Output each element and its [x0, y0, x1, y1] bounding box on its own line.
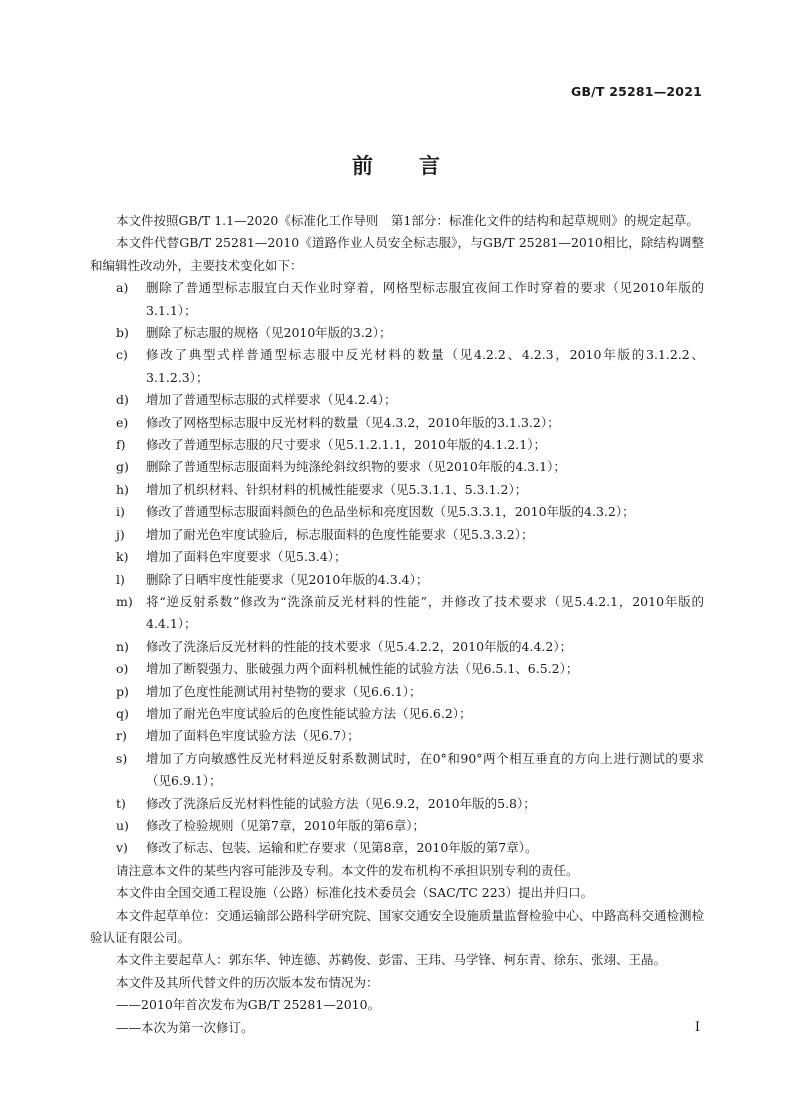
list-marker: a) — [116, 280, 129, 296]
list-item-text: 增加了普通型标志服的式样要求（见4.2.4）； — [146, 392, 397, 408]
list-marker: f) — [116, 437, 126, 453]
list-marker: o) — [116, 661, 129, 677]
list-item — [90, 344, 704, 389]
list-item — [90, 434, 704, 456]
list-marker: j) — [116, 526, 125, 542]
list-marker: v) — [116, 840, 128, 856]
list-item-text: 修改了典型式样普通型标志服中反光材料的数量（见4.2.2、4.2.3，2010年版的3.1.2.2、3.1.2.3）； — [146, 347, 704, 385]
list-item — [90, 389, 704, 411]
list-item-text: 修改了网格型标志服中反光材料的数量（见4.3.2，2010年版的3.1.3.2）； — [146, 414, 560, 430]
list-item — [90, 277, 704, 322]
page-number: I — [694, 1020, 700, 1035]
list-item — [90, 569, 704, 591]
list-item — [90, 681, 704, 703]
list-marker: d) — [116, 392, 129, 408]
list-item — [90, 703, 704, 725]
list-item-text: 删除了普通型标志服宜白天作业时穿着，网格型标志服宜夜间工作时穿着的要求（见2010年版的3.1.1）； — [146, 280, 704, 318]
list-item — [90, 658, 704, 680]
committee-paragraph: 本文件由全国交通工程设施（公路）标准化技术委员会（SAC/TC 223）提出并归口。 — [116, 885, 594, 901]
history-entry: ——2010年首次发布为GB/T 25281—2010。 — [116, 997, 381, 1013]
list-item — [90, 793, 704, 815]
intro-paragraph: 本文件代替GB/T 25281—2010《道路作业人员安全标志服》，与GB/T 25281—2010相比，除结构调整和编辑性改动外，主要技术变化如下： — [90, 235, 704, 273]
list-marker: k) — [116, 549, 129, 565]
patent-notice: 请注意本文件的某些内容可能涉及专利。本文件的发布机构不承担识别专利的责任。 — [116, 862, 579, 878]
list-item — [90, 322, 704, 344]
list-marker: h) — [116, 481, 129, 497]
list-item-text: 增加了耐光色牢度试验后的色度性能试验方法（见6.6.2）； — [146, 705, 472, 721]
foreword-body — [90, 210, 704, 1039]
list-item — [90, 456, 704, 478]
list-item-text: 删除了普通型标志服面料为纯涤纶斜纹织物的要求（见2010年版的4.3.1）； — [146, 459, 566, 475]
history-entry: ——本次为第一次修订。 — [116, 1019, 254, 1035]
list-item-text: 修改了洗涤后反光材料的性能的技术要求（见5.4.2.2，2010年版的4.4.2）； — [146, 638, 573, 654]
list-item-text: 增加了机织材料、针织材料的机械性能要求（见5.3.1.1、5.3.1.2）； — [146, 481, 528, 497]
list-marker: t) — [116, 795, 126, 811]
list-marker: b) — [116, 325, 129, 341]
list-marker: r) — [116, 728, 127, 744]
list-marker: l) — [116, 571, 125, 587]
list-item-text: 将“逆反射系数”修改为“洗涤前反光材料的性能”，并修改了技术要求（见5.4.2.1，2010年版的4.4.1）； — [146, 593, 704, 632]
list-item — [90, 412, 704, 434]
list-marker: s) — [116, 750, 128, 766]
list-item — [90, 524, 704, 546]
list-item-text: 增加了面料色牢度要求（见5.3.4）； — [146, 549, 347, 565]
list-item-text: 修改了普通型标志服面料颜色的色品坐标和亮度因数（见5.3.3.1，2010年版的4.3.2）； — [146, 504, 635, 520]
page-title: 前言 — [352, 154, 486, 178]
list-marker: g) — [116, 459, 129, 475]
history-intro: 本文件及其所代替文件的历次版本发布情况为： — [116, 974, 379, 990]
intro-paragraph: 本文件按照GB/T 1.1—2020《标准化工作导则 第1部分：标准化文件的结构和起草规则》的规定起草。 — [116, 213, 699, 228]
list-item-text: 修改了标志、包装、运输和贮存要求（见第8章，2010年版的第7章）。 — [146, 840, 538, 856]
drafting-units-paragraph: 本文件起草单位：交通运输部公路科学研究院、国家交通安全设施质量监督检验中心、中路高科交通检测检验认证有限公司。 — [90, 907, 704, 945]
list-item-text: 增加了色度性能测试用衬垫物的要求（见6.6.1）； — [146, 683, 422, 699]
drafters-paragraph: 本文件主要起草人：郭东华、钟连德、苏鹤俊、彭雷、王玮、马学锋、柯东青、徐东、张翊、王晶。 — [116, 952, 667, 968]
list-item — [90, 815, 704, 837]
list-item — [90, 546, 704, 568]
list-marker: n) — [116, 638, 129, 654]
list-item-text: 增加了耐光色牢度试验后，标志服面料的色度性能要求（见5.3.3.2）； — [146, 526, 534, 542]
list-item — [90, 501, 704, 523]
list-item-text: 增加了面料色牢度试验方法（见6.7）； — [146, 728, 360, 744]
standard-code: GB/T 25281—2021 — [570, 84, 702, 99]
list-item-text: 删除了日晒牢度性能要求（见2010年版的4.3.4）； — [146, 571, 429, 587]
list-marker: u) — [116, 817, 129, 833]
list-item — [90, 725, 704, 747]
list-item-text: 删除了标志服的规格（见2010年版的3.2）； — [146, 325, 392, 341]
list-item-text: 修改了普通型标志服的尺寸要求（见5.1.2.1.1，2010年版的4.1.2.1）； — [146, 437, 546, 453]
list-item — [90, 591, 704, 636]
list-marker: p) — [116, 683, 129, 699]
list-item-text: 修改了洗涤后反光材料性能的试验方法（见6.9.2，2010年版的5.8）； — [146, 795, 536, 811]
list-item — [90, 748, 704, 793]
list-item — [90, 479, 704, 501]
list-marker: c) — [116, 347, 128, 363]
list-item-text: 增加了断裂强力、胀破强力两个面料机械性能的试验方法（见6.5.1、6.5.2）； — [146, 661, 579, 677]
list-marker: q) — [116, 705, 129, 721]
list-marker: i) — [116, 504, 125, 520]
list-item — [90, 636, 704, 658]
list-item-text: 增加了方向敏感性反光材料逆反射系数测试时，在0°和90°两个相互垂直的方向上进行测试的要求（见6.9.1）； — [146, 750, 704, 789]
list-item-text: 修改了检验规则（见第7章，2010年版的第6章）； — [146, 817, 425, 833]
list-marker: e) — [116, 414, 129, 430]
change-list — [90, 277, 704, 860]
list-item — [90, 837, 704, 859]
list-marker: m) — [116, 593, 133, 609]
